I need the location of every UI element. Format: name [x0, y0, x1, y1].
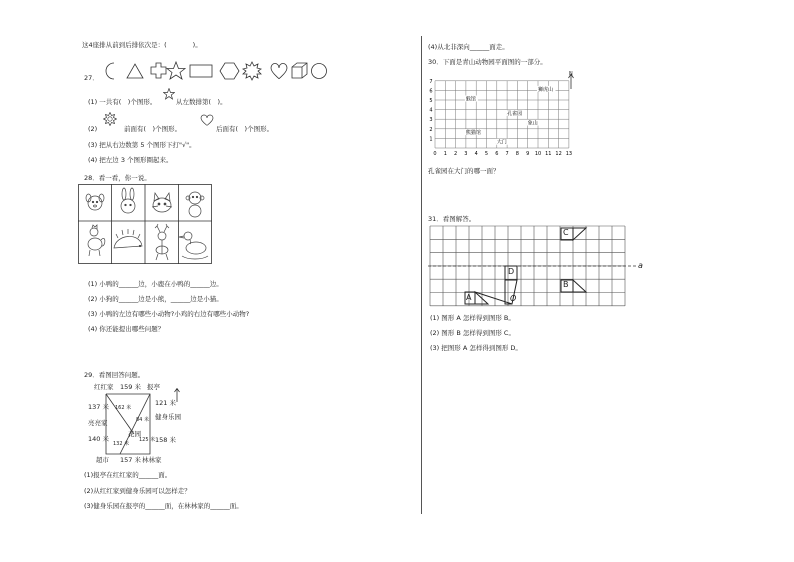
shape-b-triangle — [573, 280, 586, 292]
y-tick-label: 2 — [429, 126, 433, 133]
map-diagonal-1: 162 米 — [115, 405, 132, 411]
map-right-top-distance: 121 米 — [155, 399, 176, 407]
x-tick-label: 5 — [484, 151, 489, 157]
map-left-top-distance: 137 米 — [88, 403, 109, 411]
place-label: 孔雀园 — [507, 110, 523, 117]
heart-icon — [200, 114, 214, 126]
x-tick-label: 7 — [505, 151, 509, 157]
label-axis-a: a — [638, 261, 643, 270]
x-tick-label: 10 — [534, 151, 542, 157]
heart-shape — [271, 64, 287, 80]
triangle-shape — [127, 64, 143, 78]
q31-sub1: (1) 图形 A 怎样得到图形 B。 — [430, 314, 515, 322]
q28-title: 28．看一看，你一说。 — [84, 174, 151, 182]
place-label: 大门 — [496, 139, 507, 146]
label-a: A — [466, 293, 472, 302]
monkey-icon — [186, 192, 204, 217]
map-diagonal-3: 132 米 — [113, 441, 130, 447]
shape-c-triangle — [573, 228, 586, 240]
duck-icon — [179, 232, 208, 259]
label-d: D — [508, 267, 515, 276]
q29-sub3: (3)健身乐园在报亭的______面，在林林家的______面。 — [84, 502, 243, 510]
right-top-line: (4)从北非深向______面走。 — [428, 43, 509, 51]
hedgehog-icon — [114, 229, 142, 248]
star-icon — [163, 88, 175, 100]
q27-sub2-prefix: (2) — [88, 125, 98, 133]
map-garden: 花园 — [128, 430, 141, 438]
sun-icon — [103, 112, 117, 126]
q27-sub3: (3) 把从右边数第 5 个图形下打"√"。 — [88, 141, 196, 149]
map-park: 健身乐园 — [155, 413, 181, 421]
place-label: 象山 — [527, 120, 538, 127]
q27-number: 27． — [84, 74, 99, 82]
q28-sub2: (2) 小狗的______边是小熊，______边是小猫。 — [88, 295, 223, 303]
q29-title: 29．看图回答问题。 — [84, 371, 145, 379]
map-linlin-home: 林林家 — [142, 456, 162, 464]
q26-line: 这4座排从前到后排依次是：( )。 — [82, 41, 202, 49]
x-tick-label: 3 — [464, 151, 468, 157]
q27-sub2a: 前面有( )个图形。 — [124, 125, 182, 133]
map-market: 超市 — [96, 456, 109, 464]
q27-shape-row — [100, 60, 330, 82]
star-shape — [167, 62, 185, 79]
map-diagonal-4: 125 米 — [139, 437, 156, 443]
y-tick-label: 7 — [429, 78, 433, 85]
map-bottom-distance: 157 米 — [120, 456, 141, 464]
y-tick-label: 5 — [429, 98, 433, 104]
q30-question: 孔雀园在大门的哪一面？ — [428, 167, 500, 175]
q30-zoo-grid — [425, 72, 585, 162]
sun-shape — [243, 62, 261, 80]
q28-sub3: (3) 小鸭的左边有哪些小动物?小鸡的右边有哪些小动物? — [88, 310, 250, 318]
x-tick-label: 13 — [565, 151, 573, 157]
y-tick-label: 1 — [429, 136, 433, 143]
x-tick-label: 9 — [526, 151, 530, 157]
q28-sub1: (1) 小鸭的______边，小鹿在小鸭的______边。 — [88, 280, 223, 288]
x-tick-label: 2 — [454, 151, 458, 157]
rectangle-shape — [190, 65, 212, 77]
circle-shape — [312, 64, 327, 79]
cross-shape — [151, 63, 166, 78]
rabbit-icon — [121, 188, 135, 213]
label-o: O — [510, 294, 517, 303]
place-label: 狮虎山 — [538, 86, 554, 93]
place-label: 熊猫馆 — [465, 130, 481, 137]
q27-sub1b: 从左数排第( )。 — [176, 98, 227, 106]
q30-title: 30．下面是青山动物园平面图的一部分。 — [428, 58, 547, 66]
q28-sub4: (4) 你还能提出哪些问题？ — [88, 325, 165, 333]
dog-icon — [86, 194, 104, 210]
deer-icon — [155, 224, 169, 260]
y-tick-label: 3 — [429, 117, 433, 124]
q31-title: 31．看图解答。 — [428, 215, 476, 223]
q28-animal-table — [78, 184, 212, 264]
map-hong-home: 红红家 — [94, 383, 114, 391]
map-liang-home: 亮亮家 — [88, 419, 108, 427]
q31-sub3: (3) 把图形 A 怎样得到图形 D。 — [430, 344, 522, 352]
north-label: N — [569, 71, 573, 77]
q31-transform-grid — [428, 224, 648, 310]
hexagon-shape — [220, 63, 239, 79]
label-c: C — [563, 228, 569, 237]
map-kiosk: 报亭 — [147, 383, 160, 391]
map-top-distance: 159 米 — [120, 383, 141, 391]
q27-sub1a: (1) 一共有( )个图形。 — [88, 98, 157, 106]
label-b: B — [563, 280, 569, 289]
column-divider — [421, 36, 422, 514]
map-right-bottom-distance: 158 米 — [155, 436, 176, 444]
q27-sub4: (4) 把左边 3 个图形圈起来。 — [88, 156, 173, 164]
y-tick-label: 4 — [429, 107, 433, 114]
map-diagonal-2: 84 米 — [136, 417, 149, 423]
x-tick-label: 8 — [515, 151, 519, 157]
q29-sub2: (2)从红红家到健身乐园可以怎样走？ — [84, 487, 191, 495]
x-tick-label: 12 — [555, 151, 562, 157]
cat-icon — [152, 193, 172, 212]
crescent-shape — [106, 63, 114, 79]
rooster-icon — [88, 225, 105, 256]
q31-sub2: (2) 图形 B 怎样得到图形 C。 — [430, 329, 515, 337]
q27-sub2b: 后面有( )个图形。 — [216, 125, 274, 133]
x-tick-label: 0 — [433, 151, 437, 157]
x-tick-label: 4 — [474, 151, 478, 157]
map-left-bottom-distance: 140 米 — [88, 435, 109, 443]
x-tick-label: 11 — [545, 151, 552, 157]
y-tick-label: 6 — [429, 88, 433, 95]
x-tick-label: 6 — [495, 151, 499, 157]
x-tick-label: 1 — [443, 151, 447, 157]
place-label: 猴馆 — [465, 96, 476, 103]
q29-sub1: (1)报亭在红红家的______面。 — [84, 471, 172, 479]
cube-shape — [292, 63, 307, 78]
